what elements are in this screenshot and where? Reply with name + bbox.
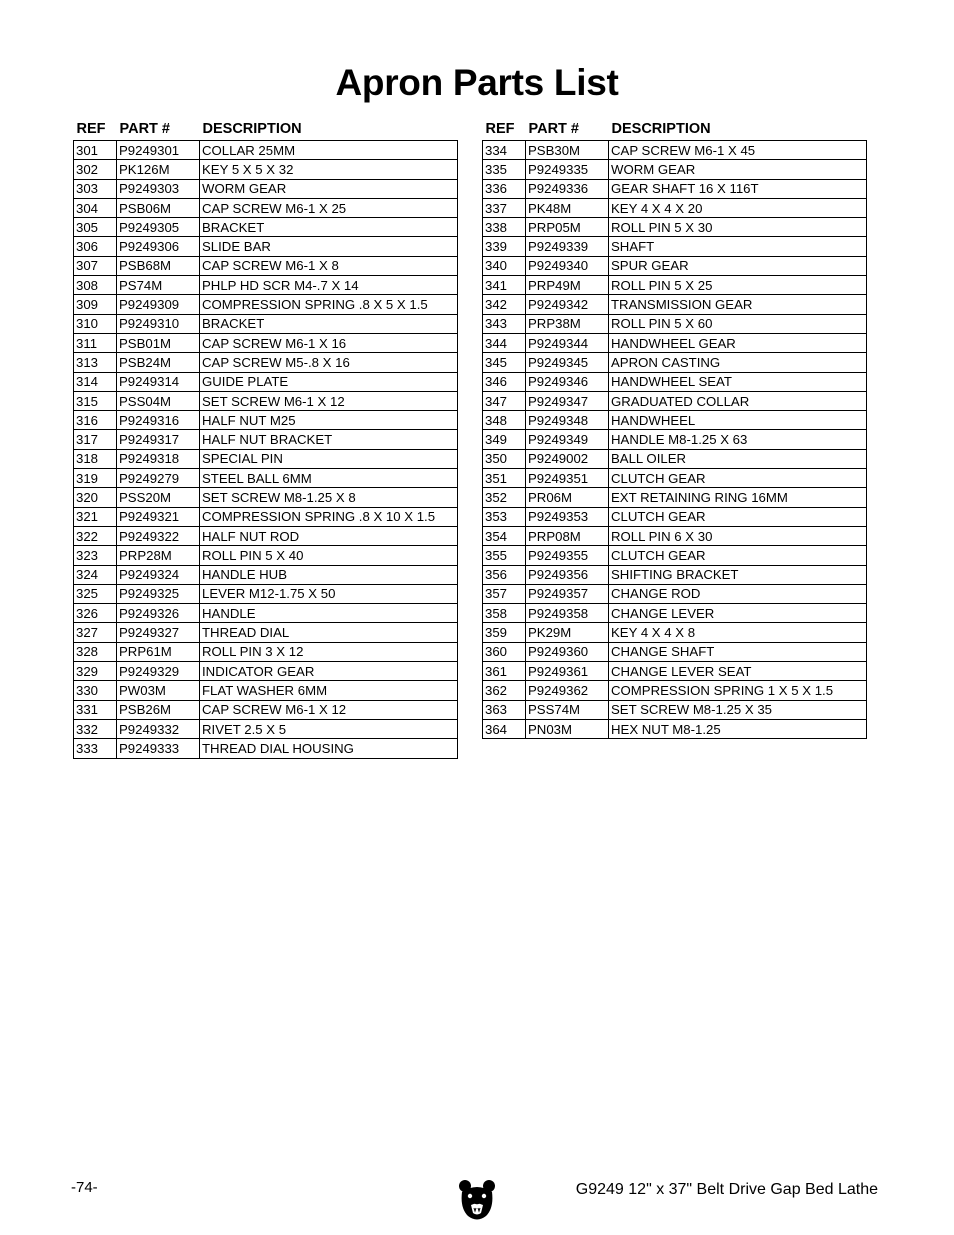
description-cell: HANDLE	[200, 604, 458, 623]
ref-cell: 357	[483, 584, 526, 603]
ref-cell: 359	[483, 623, 526, 642]
parts-table-right	[482, 117, 867, 739]
description-cell: THREAD DIAL	[200, 623, 458, 642]
table-row	[483, 642, 867, 661]
description-cell: SHAFT	[609, 237, 867, 256]
part-number-cell: P9249353	[526, 507, 609, 526]
table-row	[483, 584, 867, 603]
part-number-cell: P9249339	[526, 237, 609, 256]
table-row	[483, 372, 867, 391]
part-number-cell: P9249321	[117, 507, 200, 526]
part-number-cell: P9249324	[117, 565, 200, 584]
table-row	[74, 719, 458, 738]
ref-cell: 304	[74, 198, 117, 217]
part-number-cell: P9249326	[117, 604, 200, 623]
ref-cell: 326	[74, 604, 117, 623]
description-cell: ROLL PIN 5 X 60	[609, 314, 867, 333]
table-row	[483, 198, 867, 217]
header-part: PART #	[528, 120, 579, 137]
table-row	[74, 546, 458, 565]
table-row	[74, 623, 458, 642]
ref-cell: 331	[74, 700, 117, 719]
table-row	[483, 218, 867, 237]
ref-cell: 361	[483, 662, 526, 681]
part-number-cell: P9249316	[117, 411, 200, 430]
description-cell: HALF NUT ROD	[200, 526, 458, 545]
ref-cell: 314	[74, 372, 117, 391]
ref-cell: 327	[74, 623, 117, 642]
parts-table-left	[73, 117, 458, 759]
ref-cell: 330	[74, 681, 117, 700]
description-cell: SET SCREW M6-1 X 12	[200, 391, 458, 410]
table-header	[483, 117, 867, 141]
description-cell: WORM GEAR	[609, 160, 867, 179]
ref-cell: 319	[74, 469, 117, 488]
table-row	[483, 430, 867, 449]
ref-cell: 345	[483, 353, 526, 372]
description-cell: BRACKET	[200, 314, 458, 333]
ref-cell: 315	[74, 391, 117, 410]
ref-cell: 343	[483, 314, 526, 333]
ref-cell: 350	[483, 449, 526, 468]
ref-cell: 303	[74, 179, 117, 198]
ref-cell: 305	[74, 218, 117, 237]
part-number-cell: P9249344	[526, 333, 609, 352]
description-cell: GEAR SHAFT 16 X 116T	[609, 179, 867, 198]
header-description: DESCRIPTION	[202, 120, 302, 137]
part-number-cell: P9249309	[117, 295, 200, 314]
ref-cell: 308	[74, 276, 117, 295]
ref-cell: 356	[483, 565, 526, 584]
description-cell: CAP SCREW M5-.8 X 16	[200, 353, 458, 372]
table-row	[74, 488, 458, 507]
description-cell: HEX NUT M8-1.25	[609, 719, 867, 738]
table-row	[74, 333, 458, 352]
description-cell: ROLL PIN 5 X 30	[609, 218, 867, 237]
description-cell: KEY 4 X 4 X 20	[609, 198, 867, 217]
ref-cell: 329	[74, 662, 117, 681]
description-cell: CHANGE LEVER SEAT	[609, 662, 867, 681]
description-cell: CHANGE LEVER	[609, 604, 867, 623]
table-header	[74, 117, 458, 141]
ref-cell: 322	[74, 526, 117, 545]
table-row	[483, 546, 867, 565]
part-number-cell: PW03M	[117, 681, 200, 700]
part-number-cell: P9249332	[117, 719, 200, 738]
description-cell: EXT RETAINING RING 16MM	[609, 488, 867, 507]
ref-cell: 348	[483, 411, 526, 430]
table-row	[74, 430, 458, 449]
description-cell: CLUTCH GEAR	[609, 507, 867, 526]
part-number-cell: P9249279	[117, 469, 200, 488]
description-cell: THREAD DIAL HOUSING	[200, 739, 458, 758]
part-number-cell: P9249305	[117, 218, 200, 237]
part-number-cell: PRP61M	[117, 642, 200, 661]
table-row	[483, 526, 867, 545]
table-row	[74, 662, 458, 681]
table-row	[74, 198, 458, 217]
part-number-cell: P9249355	[526, 546, 609, 565]
part-number-cell: P9249306	[117, 237, 200, 256]
table-row	[483, 179, 867, 198]
table-row	[74, 391, 458, 410]
header-ref: REF	[485, 120, 515, 137]
ref-cell: 317	[74, 430, 117, 449]
description-cell: HANDWHEEL SEAT	[609, 372, 867, 391]
table-row	[483, 295, 867, 314]
description-cell: RIVET 2.5 X 5	[200, 719, 458, 738]
description-cell: LEVER M12-1.75 X 50	[200, 584, 458, 603]
description-cell: FLAT WASHER 6MM	[200, 681, 458, 700]
description-cell: ROLL PIN 5 X 25	[609, 276, 867, 295]
table-row	[74, 739, 458, 758]
description-cell: HANDLE HUB	[200, 565, 458, 584]
description-cell: HALF NUT BRACKET	[200, 430, 458, 449]
part-number-cell: P9249310	[117, 314, 200, 333]
description-cell: COLLAR 25MM	[200, 141, 458, 160]
part-number-cell: PK126M	[117, 160, 200, 179]
part-number-cell: P9249314	[117, 372, 200, 391]
description-cell: ROLL PIN 5 X 40	[200, 546, 458, 565]
ref-cell: 335	[483, 160, 526, 179]
part-number-cell: P9249322	[117, 526, 200, 545]
table-row	[74, 507, 458, 526]
ref-cell: 340	[483, 256, 526, 275]
description-cell: WORM GEAR	[200, 179, 458, 198]
ref-cell: 324	[74, 565, 117, 584]
description-cell: CLUTCH GEAR	[609, 546, 867, 565]
description-cell: KEY 4 X 4 X 8	[609, 623, 867, 642]
table-row	[483, 160, 867, 179]
part-number-cell: P9249360	[526, 642, 609, 661]
part-number-cell: P9249335	[526, 160, 609, 179]
part-number-cell: P9249346	[526, 372, 609, 391]
description-cell: BRACKET	[200, 218, 458, 237]
ref-cell: 341	[483, 276, 526, 295]
ref-cell: 346	[483, 372, 526, 391]
part-number-cell: PK29M	[526, 623, 609, 642]
description-cell: CAP SCREW M6-1 X 45	[609, 141, 867, 160]
part-number-cell: P9249303	[117, 179, 200, 198]
table-row	[483, 700, 867, 719]
ref-cell: 344	[483, 333, 526, 352]
ref-cell: 323	[74, 546, 117, 565]
ref-cell: 338	[483, 218, 526, 237]
description-cell: BALL OILER	[609, 449, 867, 468]
ref-cell: 332	[74, 719, 117, 738]
part-number-cell: P9249362	[526, 681, 609, 700]
ref-cell: 337	[483, 198, 526, 217]
part-number-cell: P9249329	[117, 662, 200, 681]
part-number-cell: P9249345	[526, 353, 609, 372]
description-cell: HANDWHEEL GEAR	[609, 333, 867, 352]
part-number-cell: PS74M	[117, 276, 200, 295]
part-number-cell: P9249342	[526, 295, 609, 314]
table-row	[74, 218, 458, 237]
ref-cell: 320	[74, 488, 117, 507]
part-number-cell: PSB26M	[117, 700, 200, 719]
description-cell: CAP SCREW M6-1 X 8	[200, 256, 458, 275]
header-description: DESCRIPTION	[611, 120, 711, 137]
part-number-cell: PK48M	[526, 198, 609, 217]
table-row	[483, 449, 867, 468]
ref-cell: 318	[74, 449, 117, 468]
part-number-cell: PSB01M	[117, 333, 200, 352]
ref-cell: 302	[74, 160, 117, 179]
description-cell: COMPRESSION SPRING .8 X 10 X 1.5	[200, 507, 458, 526]
table-row	[74, 565, 458, 584]
description-cell: SPECIAL PIN	[200, 449, 458, 468]
description-cell: GRADUATED COLLAR	[609, 391, 867, 410]
ref-cell: 363	[483, 700, 526, 719]
table-row	[483, 565, 867, 584]
ref-cell: 358	[483, 604, 526, 623]
table-row	[483, 237, 867, 256]
ref-cell: 364	[483, 719, 526, 738]
description-cell: CLUTCH GEAR	[609, 469, 867, 488]
table-row	[483, 411, 867, 430]
table-row	[74, 141, 458, 160]
description-cell: CAP SCREW M6-1 X 16	[200, 333, 458, 352]
description-cell: COMPRESSION SPRING 1 X 5 X 1.5	[609, 681, 867, 700]
table-row	[74, 160, 458, 179]
ref-cell: 301	[74, 141, 117, 160]
part-number-cell: PRP28M	[117, 546, 200, 565]
table-row	[483, 507, 867, 526]
description-cell: SET SCREW M8-1.25 X 35	[609, 700, 867, 719]
part-number-cell: PRP49M	[526, 276, 609, 295]
description-cell: SPUR GEAR	[609, 256, 867, 275]
part-number-cell: P9249317	[117, 430, 200, 449]
ref-cell: 342	[483, 295, 526, 314]
table-row	[74, 469, 458, 488]
page-number: -74-	[71, 1179, 98, 1196]
description-cell: PHLP HD SCR M4-.7 X 14	[200, 276, 458, 295]
ref-cell: 333	[74, 739, 117, 758]
table-row	[483, 314, 867, 333]
description-cell: INDICATOR GEAR	[200, 662, 458, 681]
description-cell: STEEL BALL 6MM	[200, 469, 458, 488]
ref-cell: 351	[483, 469, 526, 488]
header-ref: REF	[76, 120, 106, 137]
description-cell: CHANGE SHAFT	[609, 642, 867, 661]
ref-cell: 339	[483, 237, 526, 256]
description-cell: SET SCREW M8-1.25 X 8	[200, 488, 458, 507]
ref-cell: 354	[483, 526, 526, 545]
ref-cell: 347	[483, 391, 526, 410]
ref-cell: 316	[74, 411, 117, 430]
ref-cell: 362	[483, 681, 526, 700]
part-number-cell: P9249340	[526, 256, 609, 275]
model-caption: G9249 12" x 37" Belt Drive Gap Bed Lathe	[575, 1181, 878, 1198]
part-number-cell: PSS04M	[117, 391, 200, 410]
part-number-cell: P9249361	[526, 662, 609, 681]
table-row	[483, 681, 867, 700]
part-number-cell: PRP38M	[526, 314, 609, 333]
table-row	[74, 449, 458, 468]
description-cell: KEY 5 X 5 X 32	[200, 160, 458, 179]
description-cell: COMPRESSION SPRING .8 X 5 X 1.5	[200, 295, 458, 314]
table-row	[74, 295, 458, 314]
part-number-cell: P9249358	[526, 604, 609, 623]
table-row	[483, 256, 867, 275]
part-number-cell: P9249002	[526, 449, 609, 468]
table-row	[74, 604, 458, 623]
table-row	[483, 488, 867, 507]
ref-cell: 336	[483, 179, 526, 198]
table-row	[74, 642, 458, 661]
ref-cell: 328	[74, 642, 117, 661]
ref-cell: 310	[74, 314, 117, 333]
table-row	[483, 333, 867, 352]
table-row	[74, 179, 458, 198]
description-cell: GUIDE PLATE	[200, 372, 458, 391]
table-row	[74, 700, 458, 719]
part-number-cell: PR06M	[526, 488, 609, 507]
ref-cell: 307	[74, 256, 117, 275]
page-title: Apron Parts List	[335, 62, 619, 103]
part-number-cell: P9249325	[117, 584, 200, 603]
description-cell: CAP SCREW M6-1 X 12	[200, 700, 458, 719]
table-row	[483, 662, 867, 681]
table-row	[483, 719, 867, 738]
table-row	[483, 276, 867, 295]
description-cell: SLIDE BAR	[200, 237, 458, 256]
table-row	[74, 353, 458, 372]
description-cell: ROLL PIN 3 X 12	[200, 642, 458, 661]
part-number-cell: P9249327	[117, 623, 200, 642]
table-row	[483, 604, 867, 623]
table-row	[74, 584, 458, 603]
part-number-cell: PSB30M	[526, 141, 609, 160]
description-cell: CAP SCREW M6-1 X 25	[200, 198, 458, 217]
part-number-cell: PN03M	[526, 719, 609, 738]
ref-cell: 355	[483, 546, 526, 565]
grizzly-bear-head-icon	[458, 1178, 496, 1222]
ref-cell: 352	[483, 488, 526, 507]
part-number-cell: P9249356	[526, 565, 609, 584]
table-row	[74, 411, 458, 430]
part-number-cell: P9249336	[526, 179, 609, 198]
ref-cell: 360	[483, 642, 526, 661]
ref-cell: 311	[74, 333, 117, 352]
table-row	[483, 623, 867, 642]
description-cell: ROLL PIN 6 X 30	[609, 526, 867, 545]
part-number-cell: PRP08M	[526, 526, 609, 545]
description-cell: TRANSMISSION GEAR	[609, 295, 867, 314]
ref-cell: 306	[74, 237, 117, 256]
part-number-cell: P9249357	[526, 584, 609, 603]
ref-cell: 353	[483, 507, 526, 526]
part-number-cell: P9249301	[117, 141, 200, 160]
table-row	[74, 681, 458, 700]
description-cell: HANDWHEEL	[609, 411, 867, 430]
table-row	[483, 141, 867, 160]
table-row	[74, 314, 458, 333]
description-cell: APRON CASTING	[609, 353, 867, 372]
table-row	[483, 469, 867, 488]
table-row	[483, 391, 867, 410]
part-number-cell: PSB24M	[117, 353, 200, 372]
ref-cell: 321	[74, 507, 117, 526]
part-number-cell: PSS74M	[526, 700, 609, 719]
header-part: PART #	[119, 120, 170, 137]
part-number-cell: P9249347	[526, 391, 609, 410]
part-number-cell: PRP05M	[526, 218, 609, 237]
table-row	[74, 256, 458, 275]
ref-cell: 349	[483, 430, 526, 449]
table-row	[74, 526, 458, 545]
description-cell: SHIFTING BRACKET	[609, 565, 867, 584]
description-cell: HANDLE M8-1.25 X 63	[609, 430, 867, 449]
ref-cell: 325	[74, 584, 117, 603]
part-number-cell: P9249349	[526, 430, 609, 449]
ref-cell: 313	[74, 353, 117, 372]
description-cell: CHANGE ROD	[609, 584, 867, 603]
description-cell: HALF NUT M25	[200, 411, 458, 430]
part-number-cell: P9249318	[117, 449, 200, 468]
part-number-cell: P9249333	[117, 739, 200, 758]
table-row	[483, 353, 867, 372]
table-row	[74, 237, 458, 256]
ref-cell: 334	[483, 141, 526, 160]
part-number-cell: PSB68M	[117, 256, 200, 275]
part-number-cell: PSB06M	[117, 198, 200, 217]
part-number-cell: P9249348	[526, 411, 609, 430]
table-row	[74, 372, 458, 391]
ref-cell: 309	[74, 295, 117, 314]
part-number-cell: P9249351	[526, 469, 609, 488]
part-number-cell: PSS20M	[117, 488, 200, 507]
table-row	[74, 276, 458, 295]
